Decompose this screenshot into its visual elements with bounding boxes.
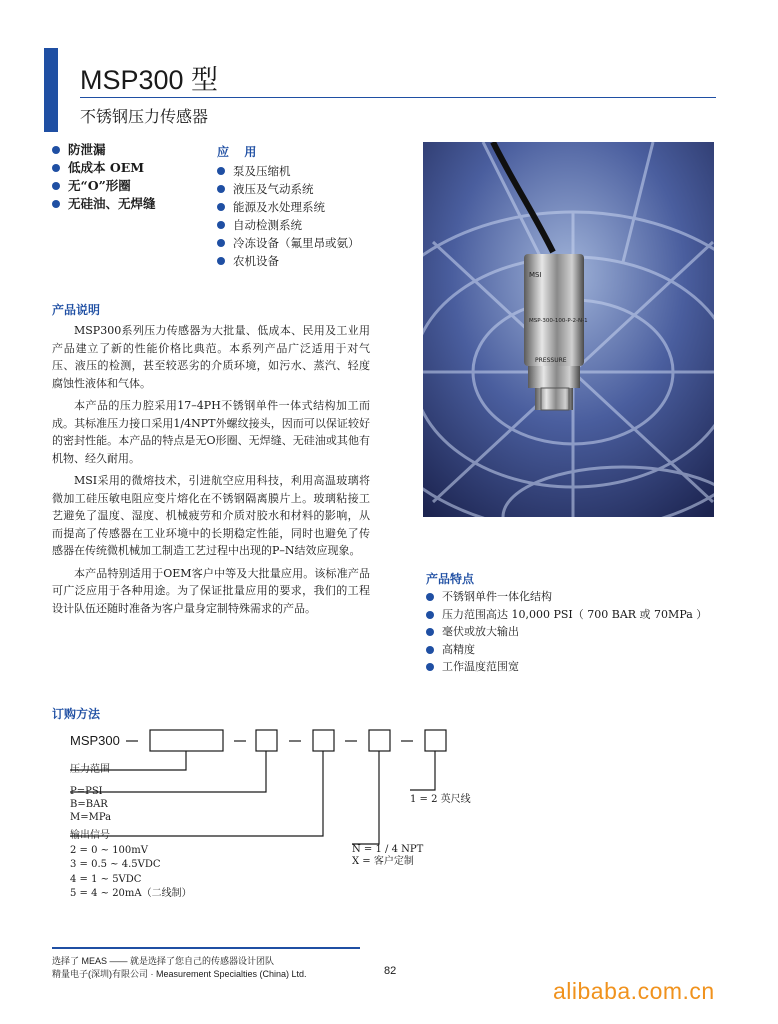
ordering-model: MSP300 xyxy=(70,733,120,748)
output-signal-label: 输出信号 xyxy=(70,830,110,841)
photo-label-brand: MSI xyxy=(529,271,542,279)
bullet-icon xyxy=(426,646,434,654)
bullet-icon xyxy=(52,200,60,208)
application-item: 冷冻设备（氟里昂或氨） xyxy=(217,234,360,252)
application-item: 液压及气动系统 xyxy=(217,180,360,198)
feature-item: 压力范围高达 10,000 PSI（ 700 BAR 或 70MPa ） xyxy=(426,606,707,624)
sensor-photo-illustration xyxy=(423,142,714,517)
port-option: N = 1 / 4 NPT xyxy=(352,844,424,855)
description-paragraph: MSP300系列压力传感器为大批量、低成本、民用及工业用产品建立了新的性能价格比典范。本系列产品广泛适用于对气压、液压的检测，甚至较恶劣的介质环境，如污水、蒸汽、轻度腐蚀性液体和气体。 xyxy=(52,324,370,390)
application-item: 泵及压缩机 xyxy=(217,162,360,180)
pressure-unit-option: B=BAR xyxy=(70,799,108,810)
description-paragraph: 本产品的压力腔采用17–4PH不锈钢单件一体式结构加工而成。其标准压力接口采用1/4NPT外螺纹接头，因而可以保证较好的密封性能。本产品的特点是无O形圈、无焊缝、无硅油或其他有机物、经久耐用。 xyxy=(52,399,370,465)
application-item: 能源及水处理系统 xyxy=(217,198,360,216)
bullet-icon xyxy=(426,628,434,636)
description-paragraph: 本产品特别适用于OEM客户中等及大批量应用。该标准产品可广泛应用于各种用途。为了保证批量应用的要求，我们的工程设计队伍还随时准备为客户量身定制特殊需求的产品。 xyxy=(52,566,370,615)
pressure-range-label: 压力范围 xyxy=(70,764,110,775)
bullet-icon xyxy=(426,663,434,671)
description-heading: 产品说明 xyxy=(52,303,101,317)
description-body xyxy=(52,322,370,622)
page-subtitle: 不锈钢压力传感器 xyxy=(80,109,209,126)
code-box-output xyxy=(256,730,277,751)
output-signal-option: 3 = 0.5 ~ 4.5VDC xyxy=(70,859,161,870)
applications-list xyxy=(217,162,360,270)
output-signal-option: 2 = 0 ~ 100mV xyxy=(70,845,148,856)
bullet-icon xyxy=(217,257,225,265)
pressure-unit-option: M=MPa xyxy=(70,812,112,823)
feature-item: 不锈钢单件一体化结构 xyxy=(426,588,707,606)
output-signal-option: 4 = 1 ~ 5VDC xyxy=(70,874,142,885)
feature-item: 毫伏或放大输出 xyxy=(426,623,707,641)
cable-option: 1 = 2 英尺线 xyxy=(410,794,471,805)
key-feature-item: 防泄漏 xyxy=(52,141,156,159)
bullet-icon xyxy=(426,593,434,601)
photo-label-pressure: PRESSURE xyxy=(535,357,567,364)
application-item: 自动检测系统 xyxy=(217,216,360,234)
key-features-list xyxy=(52,141,156,213)
code-box-pressure-range xyxy=(150,730,223,751)
bullet-icon xyxy=(217,167,225,175)
bullet-icon xyxy=(52,146,60,154)
key-feature-item: 无“O”形圈 xyxy=(52,177,156,195)
code-box-cable xyxy=(425,730,446,751)
description-paragraph: MSI采用的微熔技术，引进航空应用科技，利用高温玻璃将微加工硅压敏电阻应变片熔化在不锈钢隔离膜片上。玻璃粘接工艺避免了温度、湿度、机械疲劳和介质对胶水和材料的影响，从而提高了传感器在工业环境中的长期稳定性能，同时也避免了传感器在传统微机械加工制造工艺过程中出现的P–N结效应现象。 xyxy=(52,474,370,557)
code-box-range-value xyxy=(369,730,390,751)
bullet-icon xyxy=(217,185,225,193)
bullet-icon xyxy=(52,182,60,190)
features-heading: 产品特点 xyxy=(426,572,475,586)
output-signal-option: 5 = 4 ~ 20mA（二线制） xyxy=(70,888,192,899)
ordering-heading: 订购方法 xyxy=(52,707,101,721)
bullet-icon xyxy=(52,164,60,172)
title-accent-bar xyxy=(44,48,58,132)
footer-rule xyxy=(52,947,360,949)
feature-item: 高精度 xyxy=(426,641,707,659)
bullet-icon xyxy=(426,611,434,619)
bullet-icon xyxy=(217,221,225,229)
applications-heading: 应 用 xyxy=(217,145,263,159)
footer-slogan: 选择了 MEAS —— 就是选择了您自己的传感器设计团队 xyxy=(52,956,275,966)
footer-company: 精量电子(深圳)有限公司 · Measurement Specialties (China) Ltd. xyxy=(52,969,307,979)
bullet-icon xyxy=(217,203,225,211)
title-rule xyxy=(80,97,716,98)
port-option: X = 客户定制 xyxy=(352,856,414,867)
features-list xyxy=(426,588,707,676)
bullet-icon xyxy=(217,239,225,247)
watermark: alibaba.com.cn xyxy=(553,978,715,1004)
key-feature-item: 低成本 OEM xyxy=(52,159,156,177)
code-box-port xyxy=(313,730,334,751)
feature-item: 工作温度范围宽 xyxy=(426,658,707,676)
key-feature-item: 无硅油、无焊缝 xyxy=(52,195,156,213)
photo-label-model: MSP-300-100-P-2-N-1 xyxy=(529,318,588,324)
page-number: 82 xyxy=(384,965,397,977)
application-item: 农机设备 xyxy=(217,252,360,270)
pressure-unit-option: P=PSI xyxy=(70,786,103,797)
page-title: MSP300 型 xyxy=(80,65,219,95)
product-photo xyxy=(423,142,714,517)
